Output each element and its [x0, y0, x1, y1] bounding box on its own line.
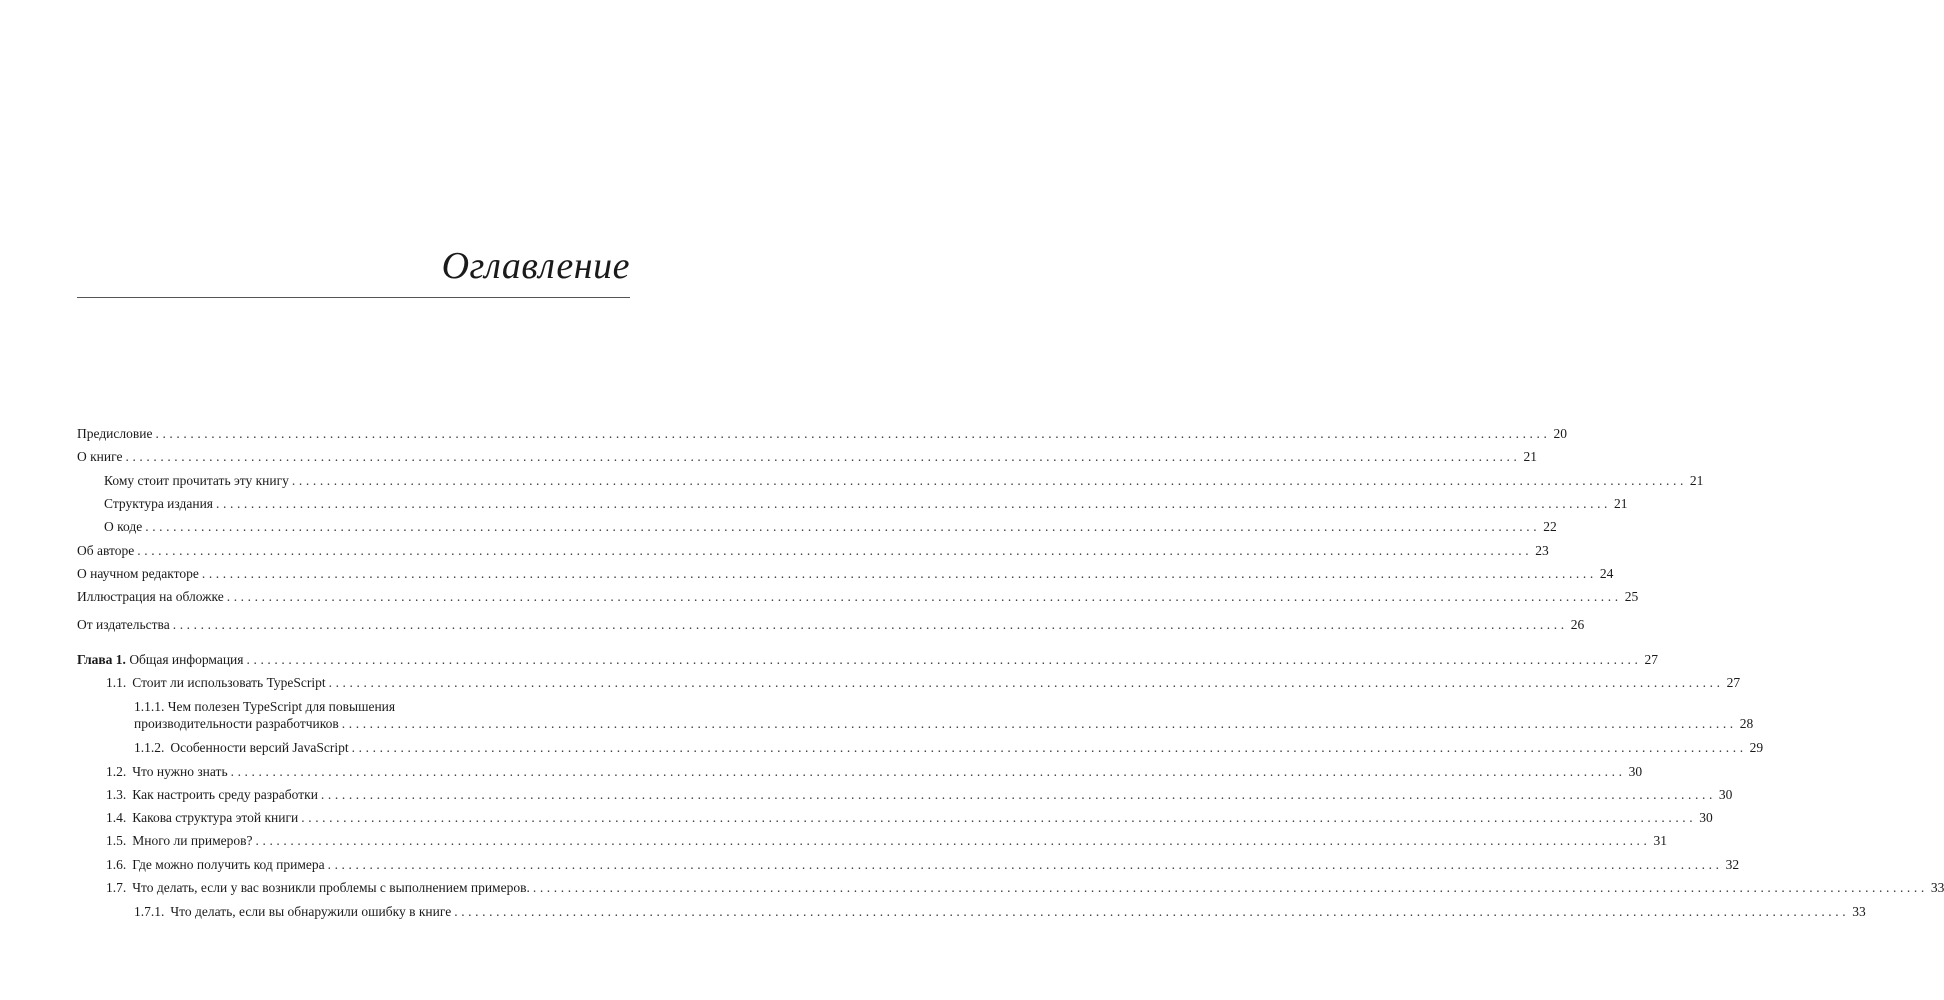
dot-leader: ........................................................................................................................................................................................................: [226, 589, 1622, 604]
dot-leader: ........................................................................................................................................................................................................: [532, 880, 1928, 895]
toc-entry-title: Какова структура этой книги: [132, 810, 299, 825]
toc-entry-title: О коде: [104, 519, 143, 534]
dot-leader: ........................................................................................................................................................................................................: [155, 426, 1551, 441]
toc-entry-title: [77, 651, 244, 669]
chapter-title: Общая информация: [129, 652, 244, 667]
toc-page-number: 30: [1699, 810, 1713, 825]
toc-entry-title: Где можно получить код примера: [132, 857, 325, 872]
toc-page-number: 30: [1628, 764, 1643, 779]
toc-entry-title: Предисловие: [77, 426, 153, 441]
toc-entry-1-1[interactable]: [77, 674, 1741, 692]
dot-leader: ........................................................................................................................................................................................................: [255, 833, 1651, 848]
toc-entry-cover-illustration[interactable]: [77, 588, 1639, 606]
toc-page-number: 29: [1749, 740, 1764, 755]
toc-entry-who-should-read[interactable]: [77, 472, 1704, 490]
toc-entry-title: Что нужно знать: [132, 764, 228, 779]
dot-leader: ........................................................................................................................................................................................................: [137, 543, 1533, 558]
toc-page-number: 33: [1852, 904, 1866, 919]
toc-entry-about-book[interactable]: [77, 448, 1537, 466]
toc-entry-title: Особенности версий JavaScript: [170, 740, 349, 755]
page-title: Оглавление: [441, 245, 630, 287]
toc-entry-1-1-1[interactable]: [77, 715, 1754, 733]
section-number: 1.5.: [106, 833, 127, 848]
section-number: 1.1.2.: [134, 740, 165, 755]
dot-leader: ........................................................................................................................................................................................................: [341, 716, 1737, 731]
toc-entry-1-4[interactable]: [77, 809, 1713, 827]
toc-entry-title: О книге: [77, 449, 123, 464]
dot-leader: ........................................................................................................................................................................................................: [201, 566, 1597, 581]
toc-entry-1-1-2[interactable]: [77, 739, 1764, 757]
title-rule: [77, 297, 630, 298]
toc-entry-title: Кому стоит прочитать эту книгу: [104, 473, 289, 488]
dot-leader: ........................................................................................................................................................................................................: [291, 473, 1687, 488]
section-number: 1.4.: [106, 810, 127, 825]
dot-leader: ........................................................................................................................................................................................................: [216, 496, 1612, 511]
toc-entry-structure[interactable]: [77, 495, 1628, 513]
section-number: 1.1.1.: [134, 699, 165, 714]
toc-entry-1-7[interactable]: [77, 879, 1944, 897]
toc-page-number: 22: [1543, 519, 1557, 534]
toc-entry-title: Как настроить среду разработки: [132, 787, 318, 802]
dot-leader: ........................................................................................................................................................................................................: [327, 857, 1723, 872]
dot-leader: ........................................................................................................................................................................................................: [301, 810, 1697, 825]
toc-page-number: 24: [1599, 566, 1614, 581]
toc-entry-title: Об авторе: [77, 543, 135, 558]
toc-entry-1-3[interactable]: [77, 786, 1733, 804]
toc-entry-title-line2: производительности разработчиков: [134, 716, 339, 731]
toc-entry-1-6[interactable]: [77, 856, 1740, 874]
section-number: 1.7.1.: [134, 904, 165, 919]
toc-page-number: 23: [1535, 543, 1549, 558]
dot-leader: ........................................................................................................................................................................................................: [145, 519, 1541, 534]
toc-page-number: 33: [1930, 880, 1944, 895]
toc-entry-1-7-1[interactable]: [77, 903, 1866, 921]
toc-page-number: 32: [1725, 857, 1740, 872]
section-number: 1.6.: [106, 857, 127, 872]
toc-entry-1-2[interactable]: [77, 763, 1643, 781]
toc-page-number: 31: [1653, 833, 1667, 848]
section-number: 1.3.: [106, 787, 127, 802]
toc-page-number: 25: [1624, 589, 1639, 604]
toc-entry-title: Иллюстрация на обложке: [77, 589, 224, 604]
toc-entry-title: Структура издания: [104, 496, 214, 511]
dot-leader: ........................................................................................................................................................................................................: [172, 617, 1568, 632]
toc-page-number: 20: [1553, 426, 1567, 441]
toc-page-number: 21: [1523, 449, 1537, 464]
toc-page-number: 21: [1614, 496, 1628, 511]
dot-leader: ........................................................................................................................................................................................................: [351, 740, 1747, 755]
toc-entry-title: Что делать, если вы обнаружили ошибку в книге: [170, 904, 452, 919]
toc-entry-preface[interactable]: [77, 425, 1567, 443]
toc-entry-about-author[interactable]: [77, 542, 1549, 560]
toc-entry-title: Много ли примеров?: [132, 833, 253, 848]
toc-entry-chapter-1[interactable]: [77, 651, 1658, 669]
toc-page-number: 26: [1570, 617, 1585, 632]
chapter-label: Глава 1.: [77, 652, 126, 667]
toc-entry-about-code[interactable]: [77, 518, 1557, 536]
dot-leader: ........................................................................................................................................................................................................: [320, 787, 1716, 802]
section-number: 1.2.: [106, 764, 127, 779]
section-number: 1.1.: [106, 675, 127, 690]
dot-leader: ........................................................................................................................................................................................................: [454, 904, 1850, 919]
toc-entry-title: Что делать, если у вас возникли проблемы с выполнением примеров.: [132, 880, 530, 895]
toc-page-number: 28: [1739, 716, 1754, 731]
toc-entry-title: От издательства: [77, 617, 170, 632]
toc-entry-scientific-editor[interactable]: [77, 565, 1614, 583]
toc-page-number: 27: [1726, 675, 1741, 690]
toc-entry-1-5[interactable]: [77, 832, 1667, 850]
dot-leader: ........................................................................................................................................................................................................: [230, 764, 1626, 779]
dot-leader: ........................................................................................................................................................................................................: [328, 675, 1724, 690]
toc-page-number: 27: [1644, 652, 1658, 667]
section-number: 1.7.: [106, 880, 127, 895]
toc-entry-title-line1: Чем полезен TypeScript для повышения: [167, 699, 396, 714]
dot-leader: ........................................................................................................................................................................................................: [246, 652, 1642, 667]
toc-page-number: 21: [1689, 473, 1704, 488]
toc-entry-title: Стоит ли использовать TypeScript: [132, 675, 326, 690]
toc-entry-1-1-1-line1[interactable]: [134, 698, 395, 716]
toc-entry-from-publisher[interactable]: [77, 616, 1585, 634]
dot-leader: ........................................................................................................................................................................................................: [125, 449, 1521, 464]
toc-entry-title: О научном редакторе: [77, 566, 199, 581]
toc-page-number: 30: [1718, 787, 1733, 802]
